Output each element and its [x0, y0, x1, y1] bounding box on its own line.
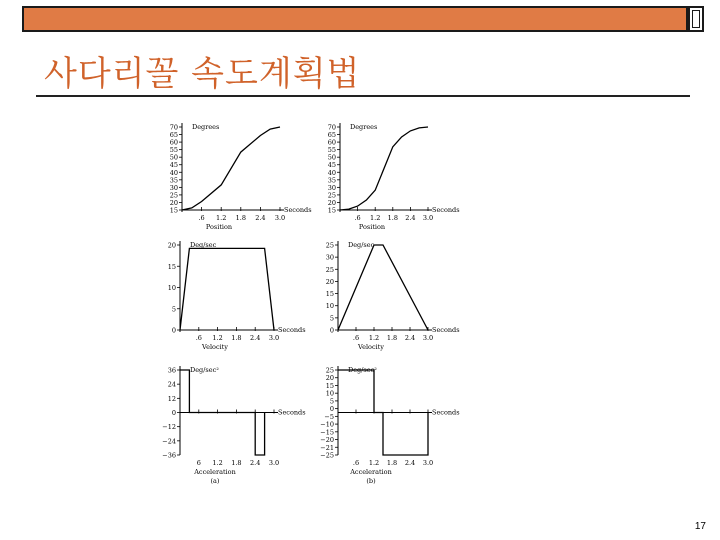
header-corner-box: [688, 6, 704, 32]
acc-a-xlabel: Acceleration: [194, 468, 236, 476]
acc-b-xtick-label: .6: [352, 459, 360, 467]
vel-a-ytick-label: 0: [171, 326, 176, 335]
pos-a-ytick-label: 30: [169, 183, 178, 192]
pos-b-xlabel: Position: [358, 223, 386, 231]
pos-a-ytick-label: 65: [169, 131, 178, 140]
trajectory-figure: [150, 115, 470, 495]
vel-b-ytick-label: 25: [325, 241, 334, 250]
pos-b-ytick-label: 30: [327, 183, 336, 192]
acc-a-ytick-label: 36: [167, 366, 176, 375]
vel-b-xtick-label: 1.8: [386, 334, 398, 342]
pos-b-ytick-label: 40: [327, 168, 336, 177]
title-underline: [36, 95, 690, 97]
pos-b-xtick-label: 2.4: [405, 214, 416, 222]
vel-b-xtick-label: 1.2: [368, 334, 380, 342]
pos-b-xtick-label: 1.8: [387, 214, 398, 222]
pos-b-x-axis-word: Seconds: [432, 206, 460, 214]
vel-a-xlabel: Velocity: [202, 343, 228, 351]
pos-b-ytick-label: 50: [327, 153, 336, 162]
vel-b-ytick-label: 5: [329, 314, 334, 323]
pos-a-xtick-label: 3.0: [274, 214, 286, 222]
vel-a-x-axis-word: Seconds: [278, 326, 306, 334]
acc-b-ytick-label: 20: [325, 374, 334, 383]
acc-a-xtick-label: 1.8: [231, 459, 242, 467]
pos-a-xlabel: Position: [205, 223, 233, 231]
page-number: 17: [694, 521, 706, 532]
pos-b-ytick-label: 55: [327, 146, 336, 155]
acc-b-ytick-label: −10: [320, 420, 334, 429]
pos-a-ytick-label: 70: [169, 123, 178, 132]
acc-b-xtick-label: 3.0: [422, 459, 434, 467]
pos-a-x-axis-word: Seconds: [284, 206, 312, 214]
vel-a-ytick-label: 20: [167, 241, 176, 250]
acc-b-ytick-label: −25: [320, 451, 334, 460]
pos-a-ytick-label: 50: [169, 153, 178, 162]
vel-a-series-line: [180, 248, 274, 330]
pos-b-ytick-label: 35: [327, 176, 336, 185]
pos-b-ytick-label: 20: [327, 198, 336, 207]
acc-b-ytick-label: 15: [325, 381, 334, 390]
vel-a-ytick-label: 10: [167, 284, 176, 292]
pos-a-ytick-label: 60: [169, 138, 178, 147]
vel-b-x-axis-word: Seconds: [432, 326, 460, 334]
vel-b-ytick-label: 0: [329, 326, 334, 335]
slide-title: 사다리꼴 속도계획법: [44, 54, 361, 94]
pos-b-ytick-label: 45: [327, 161, 336, 170]
acc-b-xtick-label: 1.2: [368, 459, 380, 467]
acc-a-unit-label: Deg/sec²: [190, 366, 219, 374]
pos-a-ytick-label: 20: [169, 198, 178, 207]
vel-b-ytick-label: 10: [325, 302, 334, 311]
vel-a-xtick-label: 2.4: [250, 334, 261, 342]
pos-a-ytick-label: 15: [169, 206, 178, 215]
acc-b-unit-label: Deg/sec²: [348, 366, 377, 374]
acc-b-xtick-label: 1.8: [386, 459, 398, 467]
pos-b-ytick-label: 15: [327, 206, 336, 215]
vel-b-series-line: [338, 245, 428, 330]
acc-b-caption: (b): [366, 477, 376, 485]
acc-a-ytick-label: −36: [162, 451, 176, 460]
vel-b-xtick-label: 2.4: [404, 334, 416, 342]
acc-b-x-axis-word: Seconds: [432, 408, 460, 417]
acc-a-xtick-label: 2.4: [250, 459, 261, 467]
vel-a-ytick-label: 5: [171, 305, 176, 314]
acc-a-ytick-label: 12: [167, 394, 176, 403]
pos-a-xtick-label: 1.2: [216, 214, 227, 222]
vel-a-ytick-label: 15: [167, 262, 176, 271]
pos-b-ytick-label: 60: [327, 138, 336, 147]
pos-a-series-line: [182, 127, 280, 210]
pos-b-ytick-label: 25: [327, 191, 336, 200]
vel-b-xlabel: Velocity: [358, 343, 384, 351]
acc-b-ytick-label: −21: [320, 443, 334, 452]
acc-a-xtick-label: 6: [196, 459, 201, 467]
acc-a-caption: (a): [210, 477, 220, 485]
pos-a-xtick-label: 1.8: [235, 214, 246, 222]
acc-a-ytick-label: −24: [162, 437, 176, 446]
vel-b-ytick-label: 20: [325, 277, 334, 286]
vel-b-xtick-label: 3.0: [422, 334, 434, 342]
pos-b-ytick-label: 65: [327, 131, 336, 140]
acc-a-xtick-label: 1.2: [212, 459, 223, 467]
vel-b-ytick-label: 30: [325, 253, 334, 262]
vel-b-unit-label: Deg/sec: [348, 241, 375, 249]
acc-b-xlabel: Acceleration: [350, 468, 392, 476]
pos-a-xtick-label: .6: [198, 214, 205, 222]
pos-a-ytick-label: 25: [169, 191, 178, 200]
pos-a-ytick-label: 35: [169, 176, 178, 185]
acc-a-series-line: [180, 370, 265, 455]
vel-b-xtick-label: .6: [352, 334, 360, 342]
pos-a-xtick-label: 2.4: [255, 214, 266, 222]
pos-b-unit-label: Degrees: [350, 123, 378, 131]
pos-a-ytick-label: 55: [169, 146, 178, 155]
acc-a-xtick-label: 3.0: [268, 459, 280, 467]
acc-a-ytick-label: 0: [171, 409, 176, 417]
pos-b-xtick-label: 3.0: [422, 214, 434, 222]
acc-b-ytick-label: −20: [320, 436, 334, 445]
vel-a-xtick-label: 3.0: [268, 334, 280, 342]
pos-a-ytick-label: 40: [169, 168, 178, 177]
acc-b-ytick-label: −15: [320, 428, 334, 437]
acc-b-ytick-label: 0: [329, 405, 334, 414]
acc-b-xtick-label: 2.4: [404, 459, 416, 467]
vel-b-ytick-label: 25: [325, 265, 334, 274]
header-corner-inner: [692, 10, 700, 28]
pos-b-xtick-label: .6: [354, 214, 361, 222]
acc-a-x-axis-word: Seconds: [278, 408, 306, 417]
pos-b-ytick-label: 70: [327, 123, 336, 132]
acc-a-ytick-label: −12: [162, 423, 176, 432]
acc-b-ytick-label: 10: [325, 389, 334, 398]
acc-b-ytick-label: 25: [325, 366, 334, 375]
header-bar: [22, 6, 688, 32]
acc-b-ytick-label: −5: [324, 412, 334, 421]
vel-a-xtick-label: 1.8: [231, 334, 242, 342]
pos-a-ytick-label: 45: [169, 161, 178, 170]
pos-b-series-line: [340, 127, 428, 210]
vel-a-xtick-label: .6: [195, 334, 202, 342]
vel-b-ytick-label: 15: [325, 290, 334, 299]
pos-b-xtick-label: 1.2: [370, 214, 381, 222]
vel-a-unit-label: Deg/sec: [190, 241, 217, 249]
vel-a-xtick-label: 1.2: [212, 334, 223, 342]
pos-a-unit-label: Degrees: [192, 123, 220, 131]
acc-a-ytick-label: 24: [167, 380, 176, 389]
acc-b-ytick-label: 5: [329, 397, 334, 406]
